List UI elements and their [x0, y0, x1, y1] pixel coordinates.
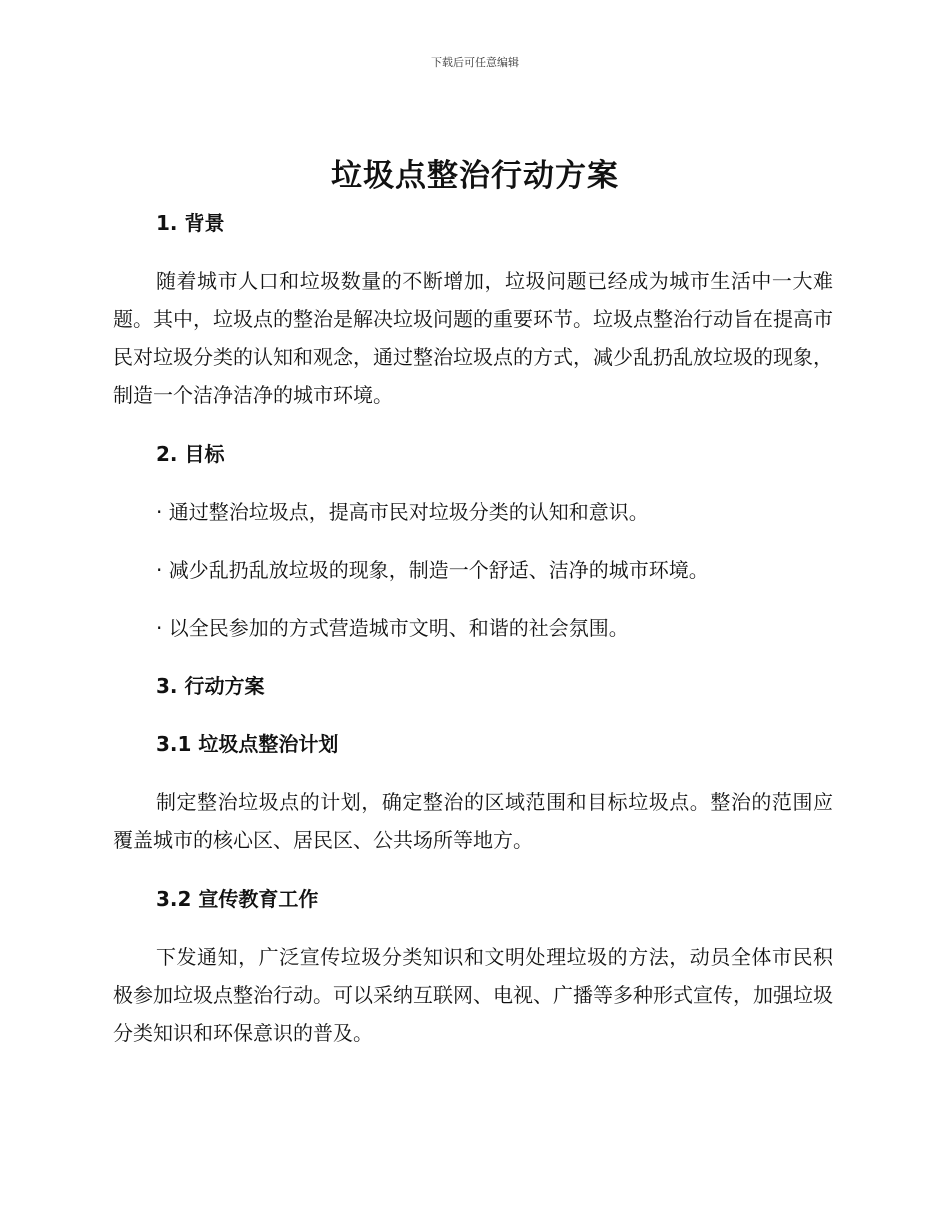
header-note: 下载后可任意编辑 — [431, 56, 519, 69]
section-heading-background: 1. 背景 — [156, 211, 225, 235]
subsection-heading-plan: 3.1 垃圾点整治计划 — [156, 732, 339, 756]
section-heading-plan: 3. 行动方案 — [156, 674, 265, 698]
goal-item: · 以全民参加的方式营造城市文明、和谐的社会氛围。 — [156, 616, 629, 640]
document-title: 垃圾点整治行动方案 — [331, 158, 619, 194]
plan-paragraph: 制定整治垃圾点的计划，确定整治的区域范围和目标垃圾点。整治的范围应覆盖城市的核心区、居民区、公共场所等地方。 — [113, 790, 833, 852]
section-heading-goals: 2. 目标 — [156, 442, 225, 466]
background-paragraph: 随着城市人口和垃圾数量的不断增加，垃圾问题已经成为城市生活中一大难题。其中，垃圾点的整治是解决垃圾问题的重要环节。垃圾点整治行动旨在提高市民对垃圾分类的认知和观念，通过整治垃圾点的方式，减少乱扔乱放垃圾的现象，制造一个洁净洁净的城市环境。 — [113, 269, 833, 407]
goal-item: · 通过整治垃圾点，提高市民对垃圾分类的认知和意识。 — [156, 500, 649, 524]
goal-item: · 减少乱扔乱放垃圾的现象，制造一个舒适、洁净的城市环境。 — [156, 558, 709, 582]
publicity-paragraph: 下发通知，广泛宣传垃圾分类知识和文明处理垃圾的方法，动员全体市民积极参加垃圾点整治行动。可以采纳互联网、电视、广播等多种形式宣传，加强垃圾分类知识和环保意识的普及。 — [113, 945, 833, 1045]
document-body — [113, 204, 833, 1052]
subsection-heading-publicity: 3.2 宣传教育工作 — [156, 887, 319, 911]
